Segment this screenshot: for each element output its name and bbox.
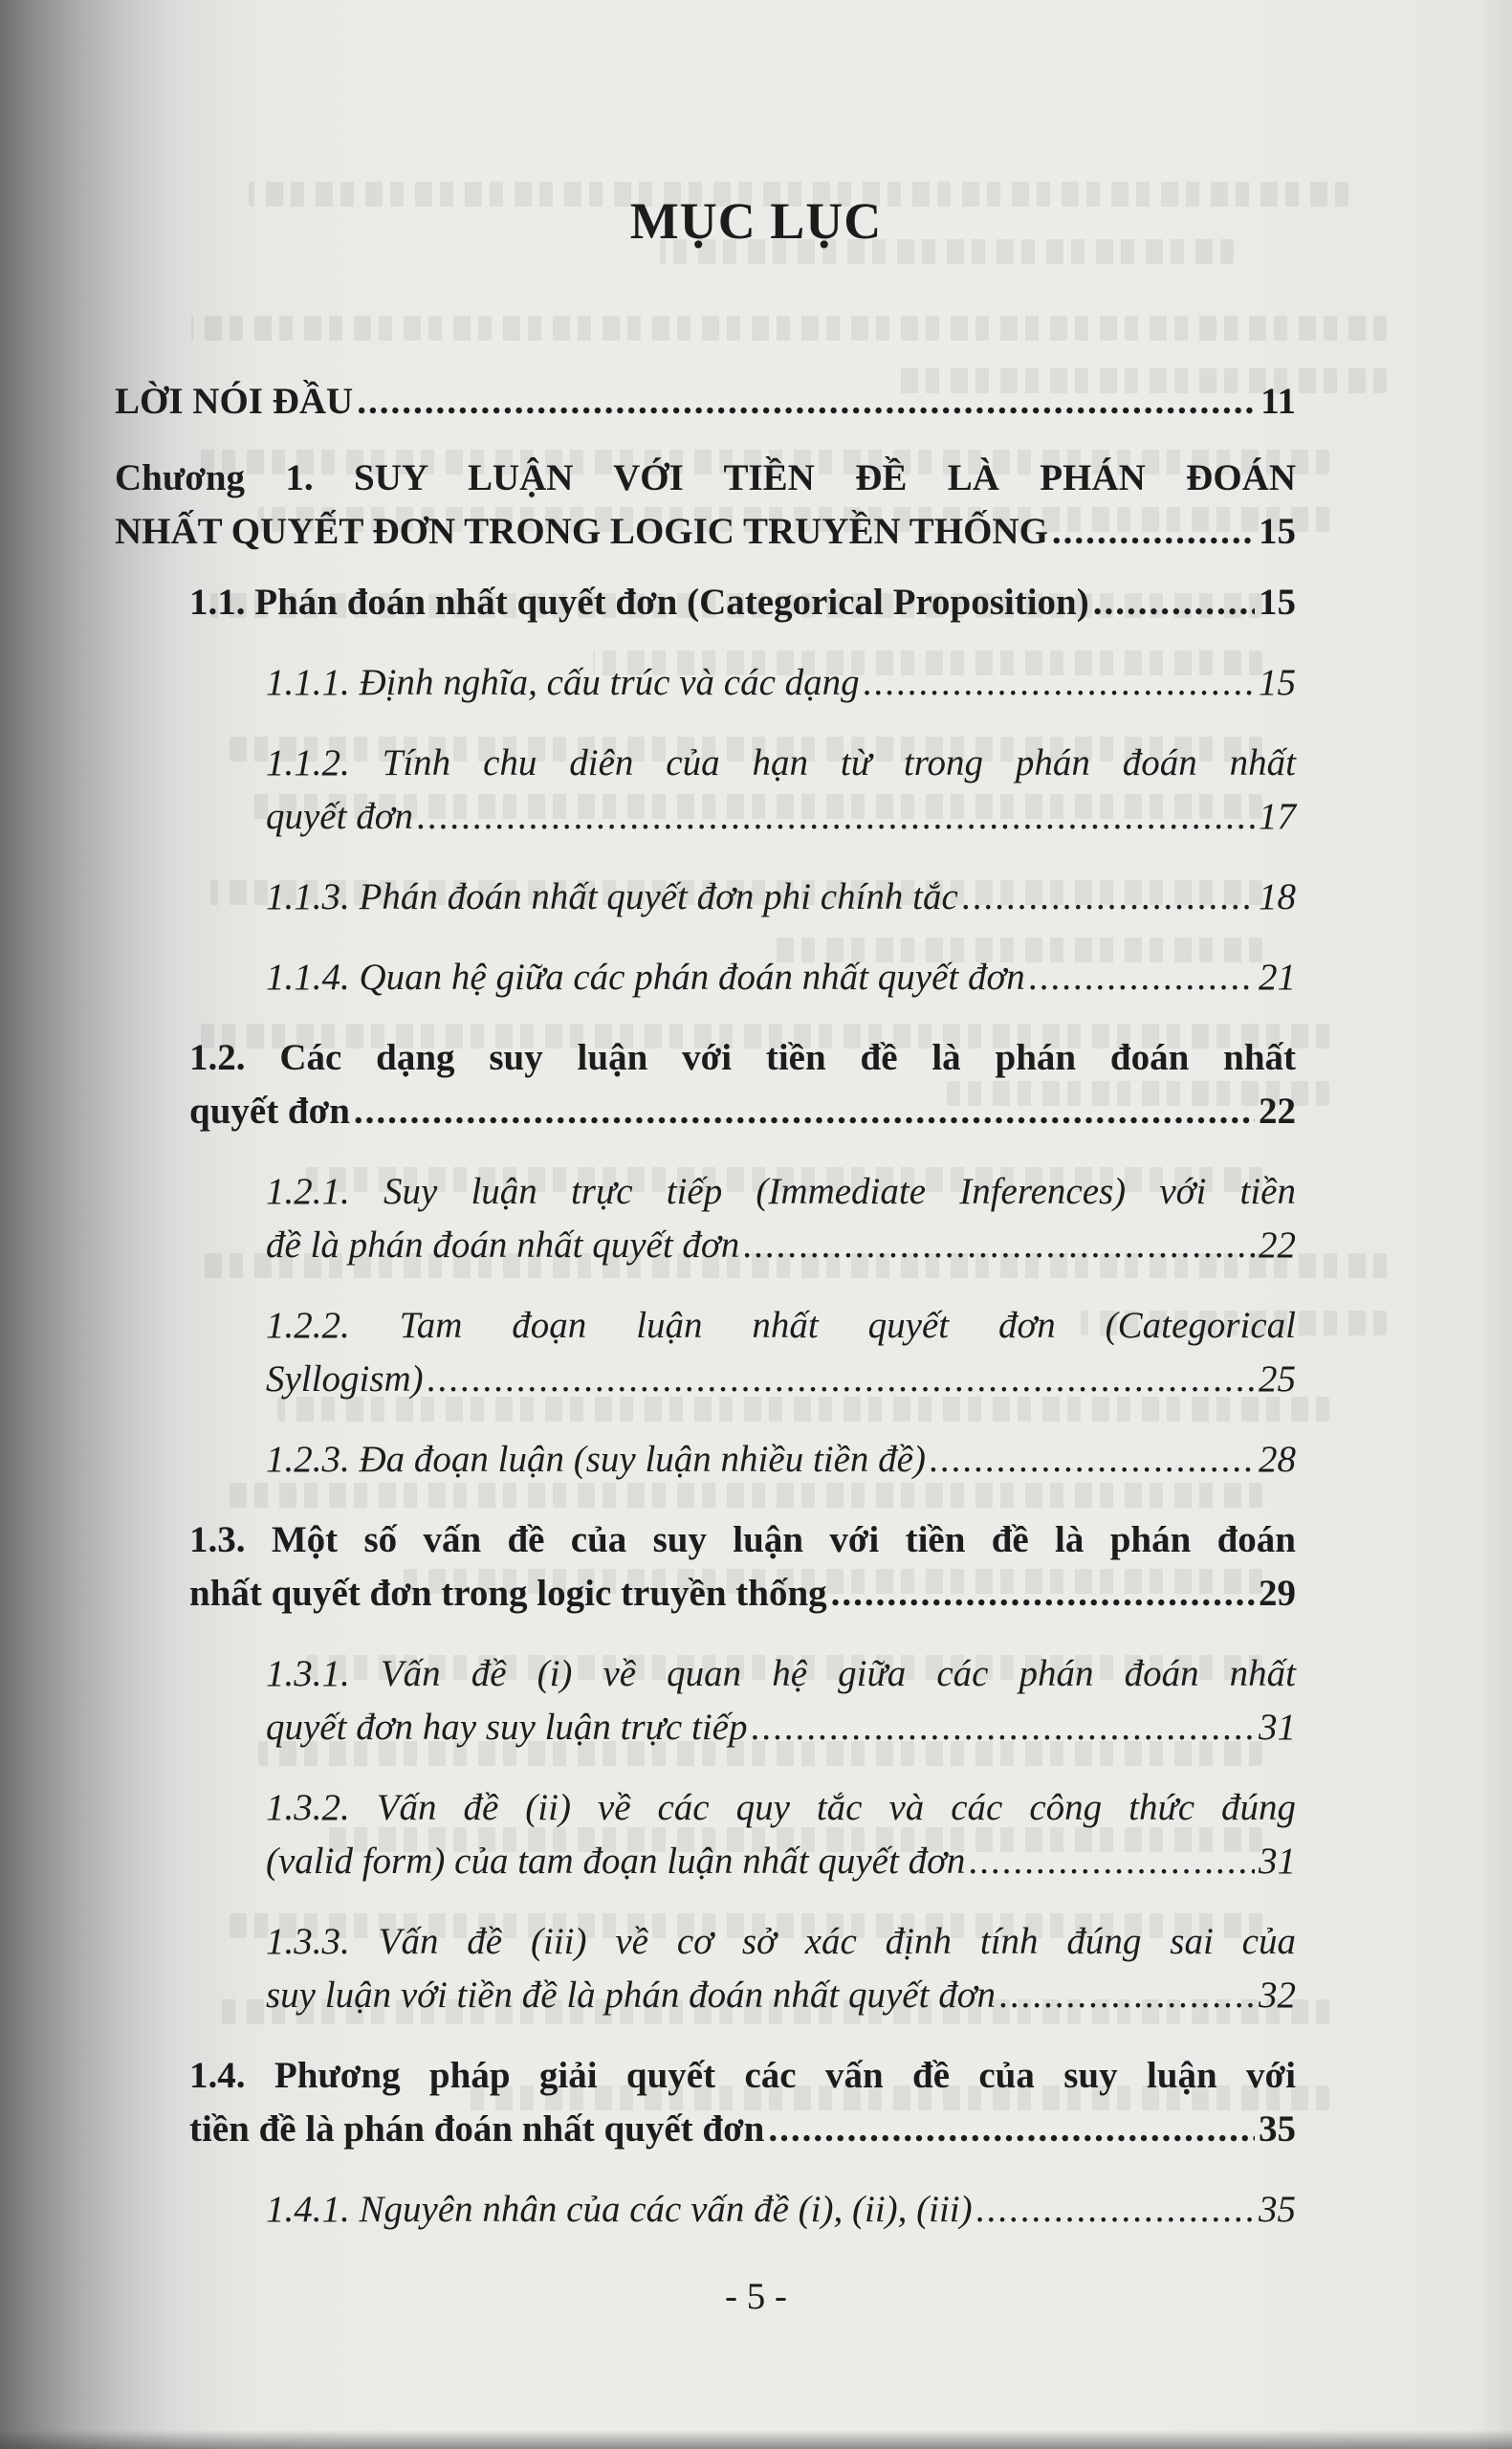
- toc-entry-title: NHẤT QUYẾT ĐƠN TRONG LOGIC TRUYỀN THỐNG: [115, 511, 1048, 552]
- toc-entry-row: [266, 790, 1296, 844]
- toc-page-number: 32: [1259, 1975, 1296, 2016]
- dot-leader: [751, 1701, 1255, 1754]
- toc-entry-row: [266, 871, 1296, 924]
- toc-page-number: 17: [1259, 796, 1296, 837]
- toc-entry: [266, 1781, 1296, 1888]
- toc-entry-title: (valid form) của tam đoạn luận nhất quyết đơn: [266, 1841, 966, 1882]
- toc-entry-title: 1.1.4. Quan hệ giữa các phán đoán nhất quyết đơn: [266, 957, 1025, 998]
- dot-leader: [743, 1219, 1255, 1272]
- dot-leader: [864, 656, 1255, 710]
- dot-leader: [1052, 505, 1255, 559]
- toc-entry-title: 1.1. Phán đoán nhất quyết đơn (Categorical Proposition): [189, 582, 1089, 623]
- toc-entry-row: [115, 505, 1296, 559]
- toc-entry-line: 1.4. Phương pháp giải quyết các vấn đề của suy luận với: [189, 2055, 1296, 2096]
- toc-entry-row: [115, 375, 1296, 429]
- toc-entry: [189, 2049, 1296, 2156]
- toc-entry: [189, 576, 1296, 629]
- toc-entry: [115, 452, 1296, 559]
- toc-entry-row: [266, 1835, 1296, 1888]
- toc-entry-title: quyết đơn: [189, 1091, 350, 1132]
- toc-page-number: 11: [1260, 381, 1296, 422]
- toc-entry-line: 1.3.2. Vấn đề (ii) về các quy tắc và các công thức đúng: [266, 1787, 1296, 1828]
- toc-entry: [266, 1299, 1296, 1406]
- toc-entry-line: 1.1.2. Tính chu diên của hạn từ trong phán đoán nhất: [266, 742, 1296, 783]
- toc-entry: [266, 951, 1296, 1004]
- toc-entry-line: 1.3.3. Vấn đề (iii) về cơ sở xác định tính đúng sai của: [266, 1921, 1296, 1962]
- toc-entry-line: 1.2.1. Suy luận trực tiếp (Immediate Inferences) với tiền: [266, 1171, 1296, 1212]
- page-title: MỤC LỤC: [629, 192, 883, 250]
- toc-entry-row: [266, 1433, 1296, 1487]
- toc-entry-row: [266, 1701, 1296, 1754]
- toc-entry-row: [189, 1567, 1296, 1621]
- dot-leader: [930, 1433, 1255, 1487]
- toc-entry-row: [266, 1219, 1296, 1272]
- toc-entry: [189, 1031, 1296, 1138]
- toc-entry-row: [189, 2103, 1296, 2156]
- toc-page-number: 15: [1259, 511, 1296, 552]
- toc-entry-row: [189, 1085, 1296, 1138]
- toc-page-number: 35: [1259, 2108, 1296, 2150]
- dot-leader: [976, 2183, 1255, 2237]
- toc-entry-row: [266, 656, 1296, 710]
- toc-entry-row: [189, 576, 1296, 629]
- toc-entry: [266, 2183, 1296, 2237]
- toc-entry: [266, 1165, 1296, 1272]
- toc-entry-title: tiền đề là phán đoán nhất quyết đơn: [189, 2108, 765, 2150]
- toc-entry: [266, 656, 1296, 710]
- dot-leader: [1029, 951, 1255, 1004]
- toc-entry-title: Syllogism): [266, 1358, 424, 1400]
- toc-entry: [189, 1513, 1296, 1621]
- toc-entry-row: [266, 951, 1296, 1004]
- toc-page-number: 18: [1259, 876, 1296, 917]
- toc-entry-title: nhất quyết đơn trong logic truyền thống: [189, 1573, 827, 1614]
- toc-entry-line: 1.3.1. Vấn đề (i) về quan hệ giữa các phán đoán nhất: [266, 1653, 1296, 1694]
- page-edge-shadow: [1474, 0, 1512, 2449]
- toc-entry: [266, 871, 1296, 924]
- dot-leader: [427, 1353, 1255, 1406]
- toc-entry-title: đề là phán đoán nhất quyết đơn: [266, 1224, 740, 1266]
- dot-leader: [417, 790, 1255, 844]
- toc-entry-line: Chương 1. SUY LUẬN VỚI TIỀN ĐỀ LÀ PHÁN ĐOÁN: [115, 457, 1296, 498]
- toc-entry-title: 1.4.1. Nguyên nhân của các vấn đề (i), (ii), (iii): [266, 2189, 973, 2230]
- dot-leader: [357, 375, 1257, 429]
- toc-entry: [115, 375, 1296, 429]
- toc-page-number: 21: [1259, 957, 1296, 998]
- toc-entry-title: suy luận với tiền đề là phán đoán nhất quyết đơn: [266, 1975, 997, 2016]
- toc-page-number: 35: [1259, 2189, 1296, 2230]
- toc-page-number: 15: [1259, 662, 1296, 703]
- dot-leader: [1093, 576, 1255, 629]
- toc-page-number: 31: [1259, 1841, 1296, 1882]
- toc-entry-title: 1.1.1. Định nghĩa, cấu trúc và các dạng: [266, 662, 860, 703]
- dot-leader: [768, 2103, 1255, 2156]
- toc-entry: [266, 737, 1296, 844]
- dot-leader: [999, 1969, 1255, 2022]
- toc-entry-title: quyết đơn: [266, 796, 414, 837]
- dot-leader: [354, 1085, 1255, 1138]
- toc-entry: [266, 1915, 1296, 2022]
- toc-page-number: 15: [1259, 582, 1296, 623]
- toc-entry: [266, 1433, 1296, 1487]
- dot-leader: [831, 1567, 1255, 1621]
- toc-entry-row: [266, 2183, 1296, 2237]
- toc-entry-title: 1.1.3. Phán đoán nhất quyết đơn phi chính tắc: [266, 876, 958, 917]
- toc-entry-title: quyết đơn hay suy luận trực tiếp: [266, 1707, 748, 1748]
- toc-page-number: 28: [1259, 1439, 1296, 1480]
- dot-leader: [969, 1835, 1255, 1888]
- toc-entry-row: [266, 1969, 1296, 2022]
- toc-entry-line: 1.2. Các dạng suy luận với tiền đề là phán đoán nhất: [189, 1037, 1296, 1078]
- toc-entry-line: 1.3. Một số vấn đề của suy luận với tiền đề là phán đoán: [189, 1519, 1296, 1560]
- toc-entry-line: 1.2.2. Tam đoạn luận nhất quyết đơn (Categorical: [266, 1305, 1296, 1346]
- toc-page-number: 25: [1259, 1358, 1296, 1400]
- page-number: - 5 -: [725, 2276, 787, 2317]
- toc-entry-title: LỜI NÓI ĐẦU: [115, 381, 354, 422]
- toc-entry-title: 1.2.3. Đa đoạn luận (suy luận nhiều tiền đề): [266, 1439, 926, 1480]
- scan-bottom-edge: [0, 2430, 1512, 2449]
- toc-page-number: 31: [1259, 1707, 1296, 1748]
- dot-leader: [962, 871, 1255, 924]
- toc-entry-row: [266, 1353, 1296, 1406]
- toc-page-number: 22: [1259, 1224, 1296, 1266]
- toc-page-number: 22: [1259, 1091, 1296, 1132]
- toc-entry: [266, 1647, 1296, 1754]
- toc-page-number: 29: [1259, 1573, 1296, 1614]
